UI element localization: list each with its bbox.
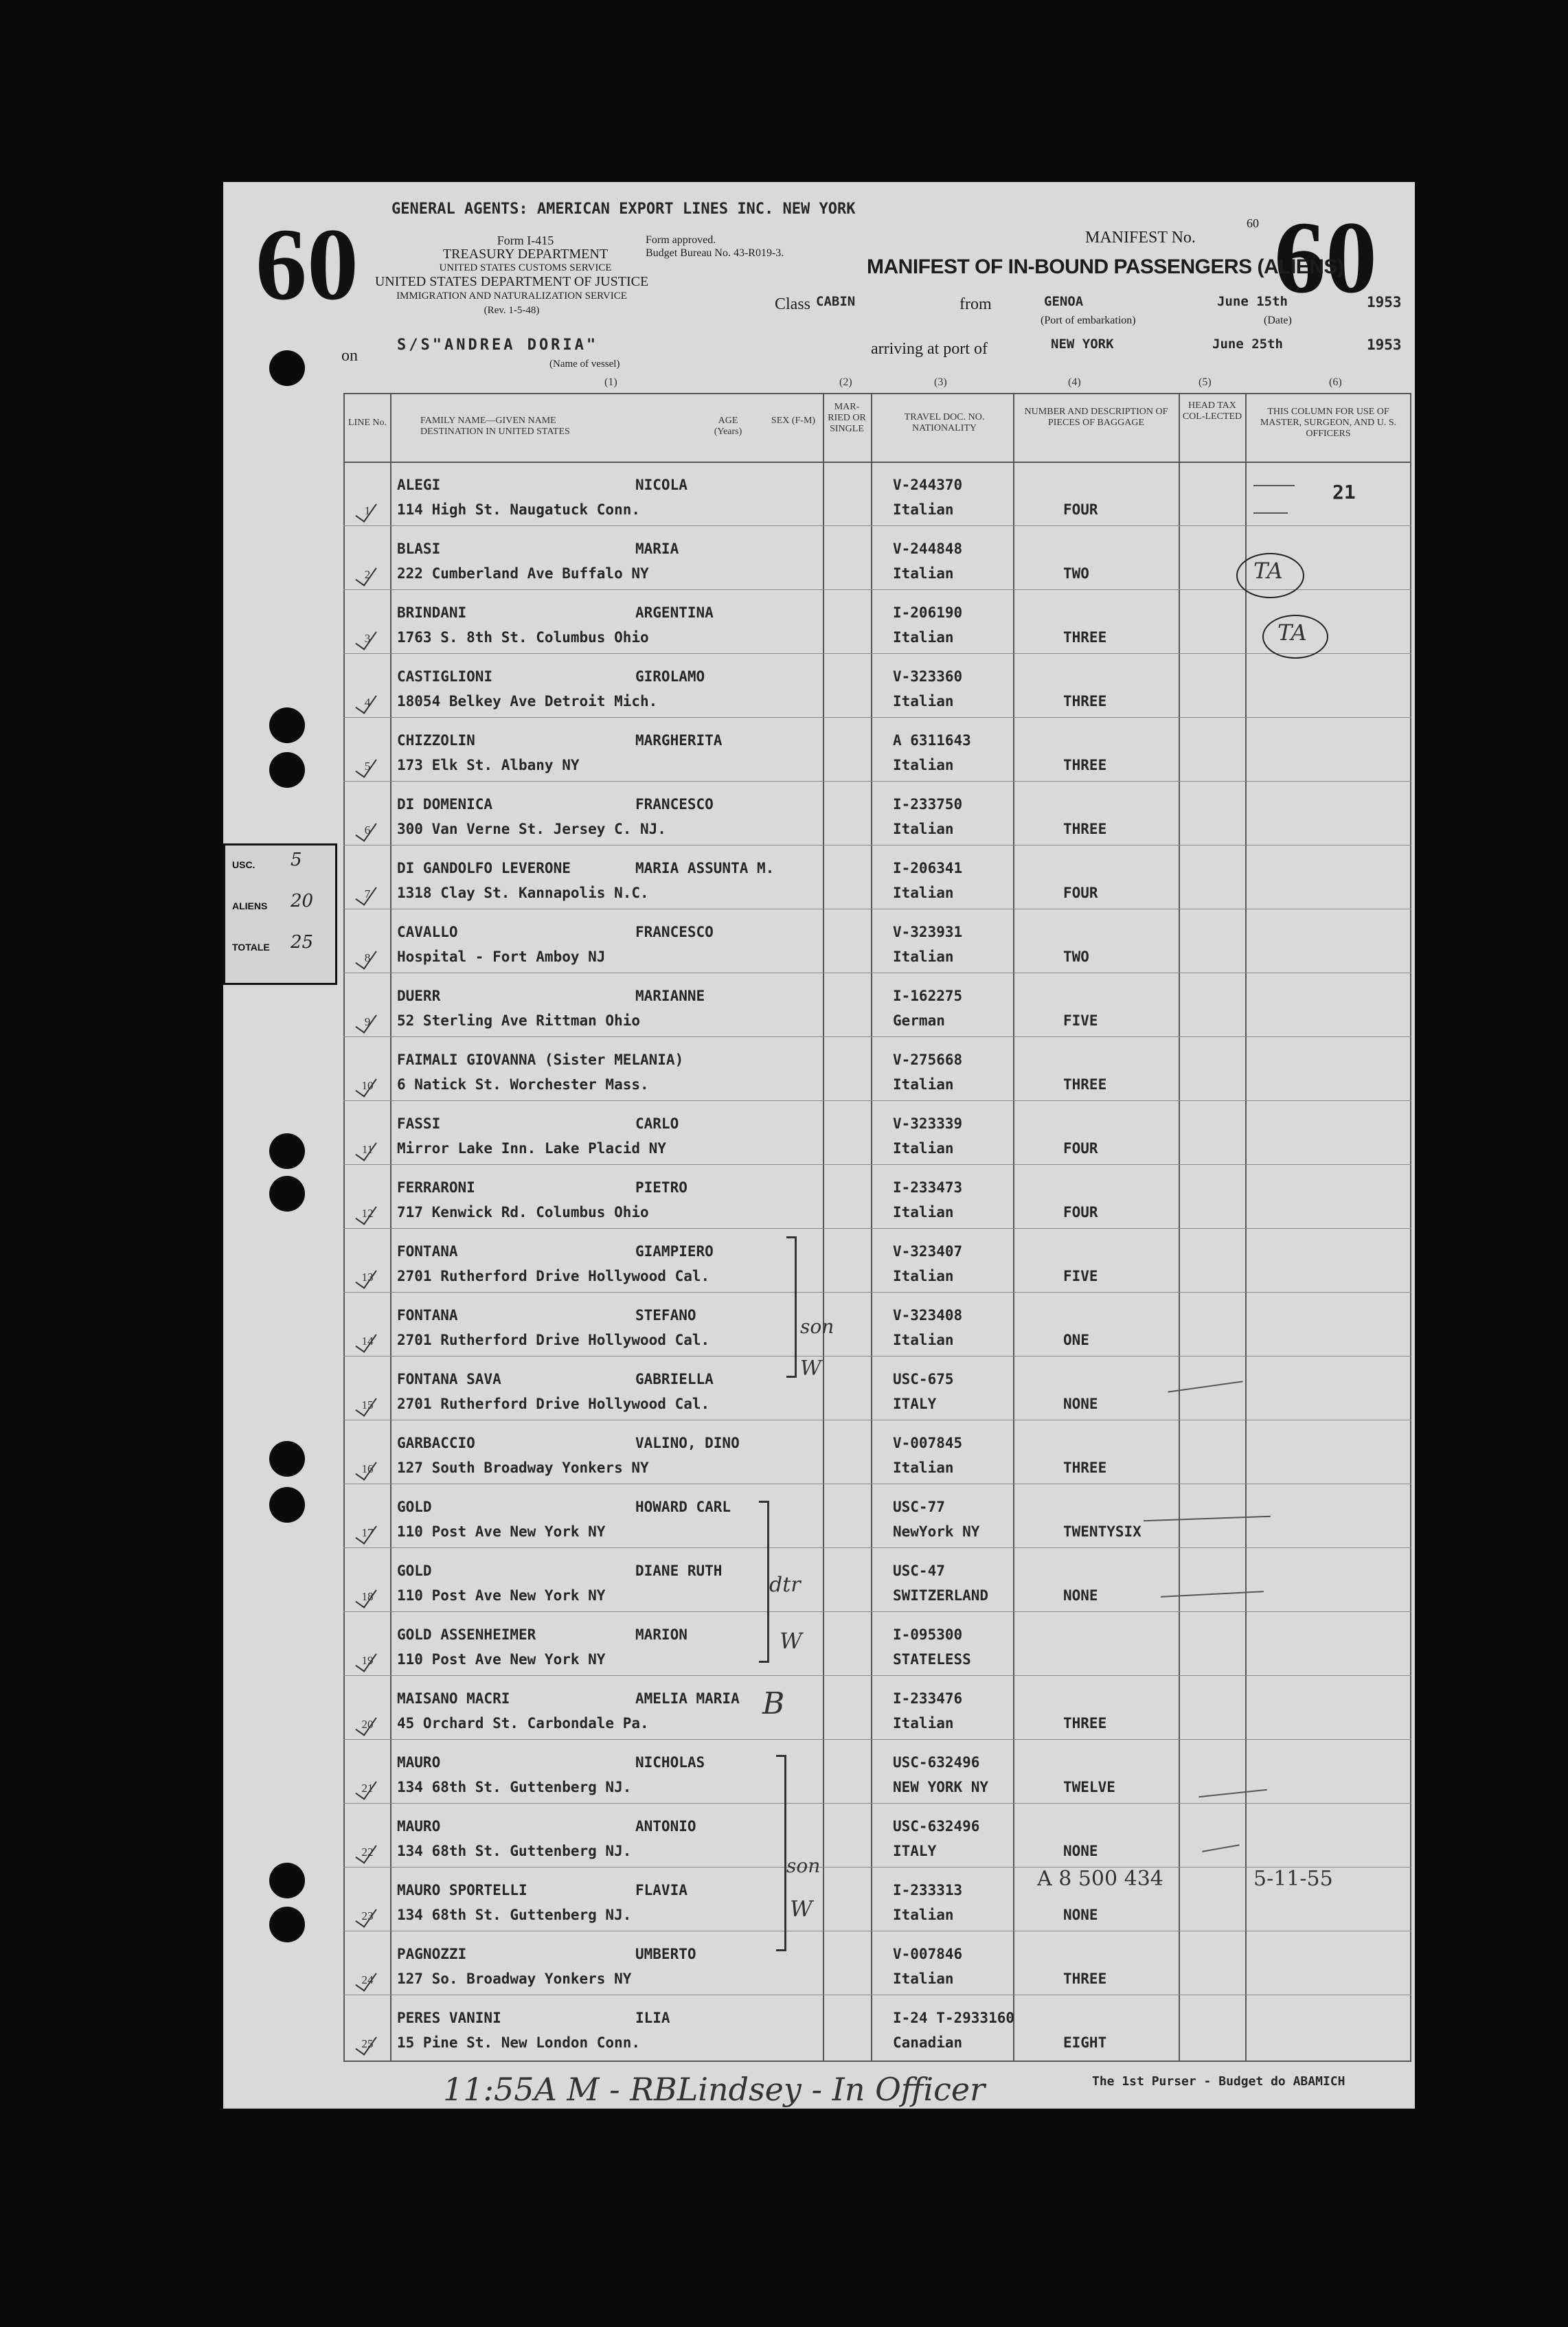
family-name: GARBACCIO: [397, 1435, 475, 1451]
col-number-1: (1): [604, 376, 617, 388]
customs-service: UNITED STATES CUSTOMS SERVICE: [439, 262, 612, 273]
family-name: GOLD ASSENHEIMER: [397, 1626, 536, 1643]
destination-address: 2701 Rutherford Drive Hollywood Cal.: [397, 1332, 710, 1348]
given-name: MARION: [635, 1626, 688, 1643]
given-name: CARLO: [635, 1115, 679, 1132]
justice-dept: UNITED STATES DEPARTMENT OF JUSTICE: [374, 274, 649, 289]
baggage-count: THREE: [1063, 629, 1107, 646]
baggage-count: THREE: [1063, 1076, 1107, 1093]
punch-hole: [269, 1176, 305, 1212]
family-name: FAIMALI GIOVANNA (Sister MELANIA): [397, 1052, 684, 1068]
nationality: NewYork NY: [893, 1523, 980, 1540]
row-divider: [343, 653, 1411, 654]
nationality: Italian: [893, 1460, 954, 1476]
col-travel-doc: TRAVEL DOC. NO. NATIONALITY: [904, 412, 985, 433]
nationality: Canadian: [893, 2034, 963, 2051]
family-name: MAURO SPORTELLI: [397, 1882, 527, 1898]
embark-date: June 15th: [1217, 294, 1288, 309]
line-number: 7: [364, 887, 371, 900]
given-name: NICHOLAS: [635, 1754, 705, 1771]
col-number-5: (5): [1198, 376, 1212, 388]
bracket-note: W: [800, 1357, 821, 1381]
arrival-year: 1953: [1367, 337, 1402, 353]
given-name: PIETRO: [635, 1179, 688, 1196]
baggage-count: FOUR: [1063, 501, 1098, 518]
given-name: FRANCESCO: [635, 796, 714, 813]
general-agents: GENERAL AGENTS: AMERICAN EXPORT LINES INC. NEW YORK: [391, 201, 856, 218]
family-name: DI GANDOLFO LEVERONE: [397, 860, 571, 876]
line-number: 14: [361, 1335, 374, 1348]
destination-address: 110 Post Ave New York NY: [397, 1523, 606, 1540]
destination-address: 45 Orchard St. Carbondale Pa.: [397, 1715, 649, 1732]
line-number: 19: [361, 1654, 374, 1667]
line-number: 11: [361, 1143, 374, 1156]
destination-address: 127 So. Broadway Yonkers NY: [397, 1971, 632, 1987]
given-name: GABRIELLA: [635, 1371, 714, 1387]
family-name: MAISANO MACRI: [397, 1690, 510, 1707]
baggage-count: TWO: [1063, 565, 1089, 582]
row-divider: [343, 1867, 1411, 1868]
family-name: FERRARONI: [397, 1179, 475, 1196]
manifest-number-right: 60: [1274, 201, 1377, 315]
col-baggage: NUMBER AND DESCRIPTION OF PIECES OF BAGGAGE: [1024, 407, 1168, 428]
col-sex: SEX (F-M): [771, 416, 816, 426]
bracket-note: W: [780, 1628, 802, 1654]
family-name: CASTIGLIONI: [397, 668, 493, 685]
nationality: Italian: [893, 565, 954, 582]
row-divider: [343, 1356, 1411, 1357]
line-number: 3: [364, 632, 371, 645]
row-divider: [343, 1100, 1411, 1101]
nationality: SWITZERLAND: [893, 1587, 989, 1604]
family-name: BLASI: [397, 541, 441, 557]
travel-doc-number: V-323408: [893, 1307, 963, 1324]
given-name: VALINO, DINO: [635, 1435, 740, 1451]
line-number: 12: [361, 1207, 374, 1220]
family-name: FONTANA SAVA: [397, 1371, 501, 1387]
travel-doc-number: V-244848: [893, 541, 963, 557]
line-number: 24: [361, 1973, 374, 1986]
baggage-count: THREE: [1063, 821, 1107, 837]
purser-signature: The 1st Purser - Budget do ABAMICH: [1092, 2074, 1345, 2089]
nationality: ITALY: [893, 1843, 937, 1859]
travel-doc-number: I-206341: [893, 860, 963, 876]
line-number: 10: [361, 1079, 374, 1092]
row-divider: [343, 781, 1411, 782]
travel-doc-number: USC-47: [893, 1563, 945, 1579]
line-number: 17: [361, 1526, 374, 1539]
travel-doc-number: I-095300: [893, 1626, 963, 1643]
baggage-count: NONE: [1063, 1907, 1098, 1923]
given-name: GIAMPIERO: [635, 1243, 714, 1260]
given-name: MARIANNE: [635, 988, 705, 1004]
destination-address: 114 High St. Naugatuck Conn.: [397, 501, 641, 518]
vessel-caption: (Name of vessel): [549, 359, 620, 370]
punch-hole: [269, 707, 305, 743]
baggage-count: FOUR: [1063, 1140, 1098, 1157]
travel-doc-number: V-323360: [893, 668, 963, 685]
baggage-count: FOUR: [1063, 885, 1098, 901]
nationality: German: [893, 1012, 945, 1029]
alien-registration-date: 5-11-55: [1253, 1867, 1333, 1891]
destination-address: 1763 S. 8th St. Columbus Ohio: [397, 629, 649, 646]
line-number: 5: [364, 760, 371, 773]
family-name: CAVALLO: [397, 924, 458, 940]
nationality: Italian: [893, 629, 954, 646]
family-name: MAURO: [397, 1754, 441, 1771]
baggage-count: THREE: [1063, 757, 1107, 773]
embark-year: 1953: [1367, 294, 1402, 310]
punch-hole: [269, 1487, 305, 1523]
form-approved: Form approved.: [646, 234, 716, 246]
nationality: Italian: [893, 1204, 954, 1221]
arrival-date: June 25th: [1212, 337, 1283, 352]
travel-doc-number: I-233750: [893, 796, 963, 813]
given-name: GIROLAMO: [635, 668, 705, 685]
col-number-3: (3): [934, 376, 947, 388]
from-value: GENOA: [1044, 294, 1084, 309]
baggage-count: TWO: [1063, 949, 1089, 965]
bracket-note: son: [800, 1315, 834, 1338]
row-divider: [343, 1228, 1411, 1229]
nationality: Italian: [893, 1140, 954, 1157]
punch-hole: [269, 1863, 305, 1898]
destination-address: 134 68th St. Guttenberg NJ.: [397, 1843, 632, 1859]
baggage-count: THREE: [1063, 1971, 1107, 1987]
punch-hole: [269, 1133, 305, 1169]
col-married: MAR-RIED OR SINGLE: [828, 402, 866, 434]
family-name: PAGNOZZI: [397, 1946, 467, 1962]
travel-doc-number: V-323339: [893, 1115, 963, 1132]
row-divider: [343, 1739, 1411, 1740]
travel-doc-number: USC-77: [893, 1499, 945, 1515]
travel-doc-number: I-233476: [893, 1690, 963, 1707]
nationality: Italian: [893, 1332, 954, 1348]
nationality: Italian: [893, 1971, 954, 1987]
family-name: DI DOMENICA: [397, 796, 493, 813]
vessel-name: S/S"ANDREA DORIA": [397, 337, 599, 354]
baggage-count: NONE: [1063, 1587, 1098, 1604]
col-head-tax: HEAD TAX COL-LECTED: [1182, 400, 1242, 422]
travel-doc-number: A 6311643: [893, 732, 971, 749]
nationality: STATELESS: [893, 1651, 971, 1668]
family-name: CHIZZOLIN: [397, 732, 475, 749]
nationality: ITALY: [893, 1396, 937, 1412]
travel-doc-number: USC-675: [893, 1371, 954, 1387]
bracket-note: B: [762, 1686, 785, 1721]
nationality: Italian: [893, 1715, 954, 1732]
budget-bureau: Budget Bureau No. 43-R019-3.: [646, 247, 784, 259]
line-number: 21: [361, 1782, 374, 1795]
row-divider: [343, 1036, 1411, 1037]
given-name: NICOLA: [635, 477, 688, 493]
given-name: MARIA ASSUNTA M.: [635, 860, 775, 876]
row-divider: [343, 717, 1411, 718]
destination-address: 52 Sterling Ave Rittman Ohio: [397, 1012, 641, 1029]
usc-value: 5: [291, 850, 302, 870]
nationality: Italian: [893, 885, 954, 901]
given-name: FRANCESCO: [635, 924, 714, 940]
line-number: 6: [364, 824, 371, 837]
bracket-note: dtr: [769, 1573, 801, 1597]
destination-address: 717 Kenwick Rd. Columbus Ohio: [397, 1204, 649, 1221]
travel-doc-number: V-007846: [893, 1946, 963, 1962]
destination-address: Mirror Lake Inn. Lake Placid NY: [397, 1140, 666, 1157]
destination-address: 134 68th St. Guttenberg NJ.: [397, 1907, 632, 1923]
manifest-no-label: MANIFEST No.: [1085, 229, 1196, 247]
nationality: Italian: [893, 1907, 954, 1923]
col-officers: THIS COLUMN FOR USE OF MASTER, SURGEON, AND U. S. OFFICERS: [1260, 407, 1397, 439]
row-divider: [343, 1164, 1411, 1165]
row-divider: [343, 525, 1411, 526]
destination-address: 2701 Rutherford Drive Hollywood Cal.: [397, 1396, 710, 1412]
bottom-handwritten-note: 11:55A M - RBLindsey - In Officer: [443, 2071, 986, 2108]
line-number: 22: [361, 1846, 374, 1859]
family-name: FONTANA: [397, 1307, 458, 1324]
family-name: MAURO: [397, 1818, 441, 1835]
destination-address: 2701 Rutherford Drive Hollywood Cal.: [397, 1268, 710, 1284]
row-divider: [343, 1547, 1411, 1548]
given-name: MARIA: [635, 541, 679, 557]
travel-doc-number: I-24 T-2933160: [893, 2010, 1015, 2026]
baggage-count: FIVE: [1063, 1268, 1098, 1284]
destination-address: 127 South Broadway Yonkers NY: [397, 1460, 649, 1476]
nationality: Italian: [893, 821, 954, 837]
count-stamp: [223, 843, 337, 985]
count-annotation: 21: [1332, 481, 1356, 503]
nationality: NEW YORK NY: [893, 1779, 989, 1795]
travel-doc-number: V-323931: [893, 924, 963, 940]
baggage-count: TWELVE: [1063, 1779, 1115, 1795]
travel-doc-number: V-244370: [893, 477, 963, 493]
col-number-4: (4): [1068, 376, 1081, 388]
travel-doc-number: V-323407: [893, 1243, 963, 1260]
total-label: TOTALE: [232, 942, 270, 953]
row-divider: [343, 1675, 1411, 1676]
on-label: on: [341, 347, 358, 365]
aliens-label: ALIENS: [232, 900, 268, 911]
arriving-label: arriving at port of: [871, 340, 988, 358]
baggage-count: TWENTYSIX: [1063, 1523, 1141, 1540]
baggage-count: THREE: [1063, 1460, 1107, 1476]
immigration-service: IMMIGRATION AND NATURALIZATION SERVICE: [396, 291, 627, 302]
line-number: 4: [364, 696, 371, 709]
line-number: 23: [361, 1909, 374, 1922]
given-name: ARGENTINA: [635, 604, 714, 621]
nationality: Italian: [893, 949, 954, 965]
baggage-count: ONE: [1063, 1332, 1089, 1348]
baggage-count: THREE: [1063, 693, 1107, 710]
nationality: Italian: [893, 1268, 954, 1284]
given-name: AMELIA MARIA: [635, 1690, 740, 1707]
arriving-port: NEW YORK: [1051, 337, 1114, 352]
destination-address: 173 Elk St. Albany NY: [397, 757, 580, 773]
ta-annotation-1: TA: [1253, 558, 1283, 584]
line-number: 16: [361, 1462, 374, 1475]
travel-doc-number: I-233473: [893, 1179, 963, 1196]
baggage-count: THREE: [1063, 1715, 1107, 1732]
bracket-note: son: [786, 1854, 821, 1877]
baggage-count: NONE: [1063, 1843, 1098, 1859]
given-name: HOWARD CARL: [635, 1499, 731, 1515]
destination-address: 110 Post Ave New York NY: [397, 1587, 606, 1604]
destination-address: 15 Pine St. New London Conn.: [397, 2034, 641, 2051]
punch-hole: [269, 1441, 305, 1477]
family-name: PERES VANINI: [397, 2010, 501, 2026]
given-name: DIANE RUTH: [635, 1563, 723, 1579]
family-name: GOLD: [397, 1499, 432, 1515]
nationality: Italian: [893, 757, 954, 773]
travel-doc-number: USC-632496: [893, 1818, 980, 1835]
col-line-no: LINE No.: [348, 418, 387, 428]
destination-address: 110 Post Ave New York NY: [397, 1651, 606, 1668]
travel-doc-number: I-162275: [893, 988, 963, 1004]
family-name: ALEGI: [397, 477, 441, 493]
destination-address: 134 68th St. Guttenberg NJ.: [397, 1779, 632, 1795]
destination-address: 222 Cumberland Ave Buffalo NY: [397, 565, 649, 582]
form-number: Form I-415: [497, 234, 554, 247]
line-number: 8: [364, 951, 371, 964]
row-divider: [343, 1611, 1411, 1612]
line-number: 2: [364, 568, 371, 581]
revision: (Rev. 1-5-48): [484, 305, 540, 316]
family-name: GOLD: [397, 1563, 432, 1579]
given-name: MARGHERITA: [635, 732, 723, 749]
col-name: FAMILY NAME—GIVEN NAME DESTINATION IN UNITED STATES: [420, 416, 570, 437]
port-embark-caption: (Port of embarkation): [1041, 315, 1136, 326]
family-name: DUERR: [397, 988, 441, 1004]
given-name: FLAVIA: [635, 1882, 688, 1898]
line-number: 9: [364, 1015, 371, 1028]
travel-doc-number: USC-632496: [893, 1754, 980, 1771]
travel-doc-number: I-206190: [893, 604, 963, 621]
manifest-title: MANIFEST OF IN-BOUND PASSENGERS (ALIENS): [867, 256, 1344, 278]
class-value: CABIN: [816, 294, 856, 309]
travel-doc-number: V-275668: [893, 1052, 963, 1068]
family-name: FASSI: [397, 1115, 441, 1132]
total-value: 25: [291, 932, 314, 953]
line-number: 13: [361, 1271, 374, 1284]
nationality: Italian: [893, 1076, 954, 1093]
baggage-count: FIVE: [1063, 1012, 1098, 1029]
row-divider: [343, 1803, 1411, 1804]
col-number-6: (6): [1329, 376, 1342, 388]
destination-address: 1318 Clay St. Kannapolis N.C.: [397, 885, 649, 901]
from-label: from: [959, 295, 992, 313]
punch-hole: [269, 752, 305, 788]
given-name: ANTONIO: [635, 1818, 696, 1835]
line-number: 25: [361, 2037, 374, 2050]
punch-hole: [269, 350, 305, 386]
treasury-dept: TREASURY DEPARTMENT: [442, 247, 609, 262]
destination-address: 300 Van Verne St. Jersey C. NJ.: [397, 821, 666, 837]
line-number: 18: [361, 1590, 374, 1603]
travel-doc-number: I-233313: [893, 1882, 963, 1898]
row-divider: [343, 1292, 1411, 1293]
ta-annotation-2: TA: [1277, 620, 1307, 646]
punch-hole: [269, 1907, 305, 1942]
line-number: 1: [364, 504, 371, 517]
manifest-number-left: 60: [255, 207, 359, 321]
class-label: Class: [775, 295, 811, 313]
given-name: STEFANO: [635, 1307, 696, 1324]
destination-address: Hospital - Fort Amboy NJ: [397, 949, 606, 965]
baggage-count: FOUR: [1063, 1204, 1098, 1221]
nationality: Italian: [893, 693, 954, 710]
given-name: ILIA: [635, 2010, 670, 2026]
line-number: 15: [361, 1398, 374, 1411]
aliens-value: 20: [291, 891, 314, 911]
given-name: UMBERTO: [635, 1946, 696, 1962]
nationality: Italian: [893, 501, 954, 518]
destination-address: 18054 Belkey Ave Detroit Mich.: [397, 693, 658, 710]
col-number-2: (2): [839, 376, 852, 388]
alien-registration: A 8 500 434: [1037, 1867, 1163, 1891]
baggage-count: EIGHT: [1063, 2034, 1107, 2051]
line-number: 20: [361, 1718, 374, 1731]
travel-doc-number: V-007845: [893, 1435, 963, 1451]
date-caption: (Date): [1264, 315, 1292, 326]
manifest-no-small: 60: [1247, 216, 1259, 230]
bracket-note: W: [790, 1896, 813, 1922]
family-name: FONTANA: [397, 1243, 458, 1260]
usc-label: USC.: [232, 859, 255, 870]
family-name: BRINDANI: [397, 604, 467, 621]
destination-address: 6 Natick St. Worchester Mass.: [397, 1076, 649, 1093]
col-age: AGE (Years): [714, 416, 742, 437]
baggage-count: NONE: [1063, 1396, 1098, 1412]
